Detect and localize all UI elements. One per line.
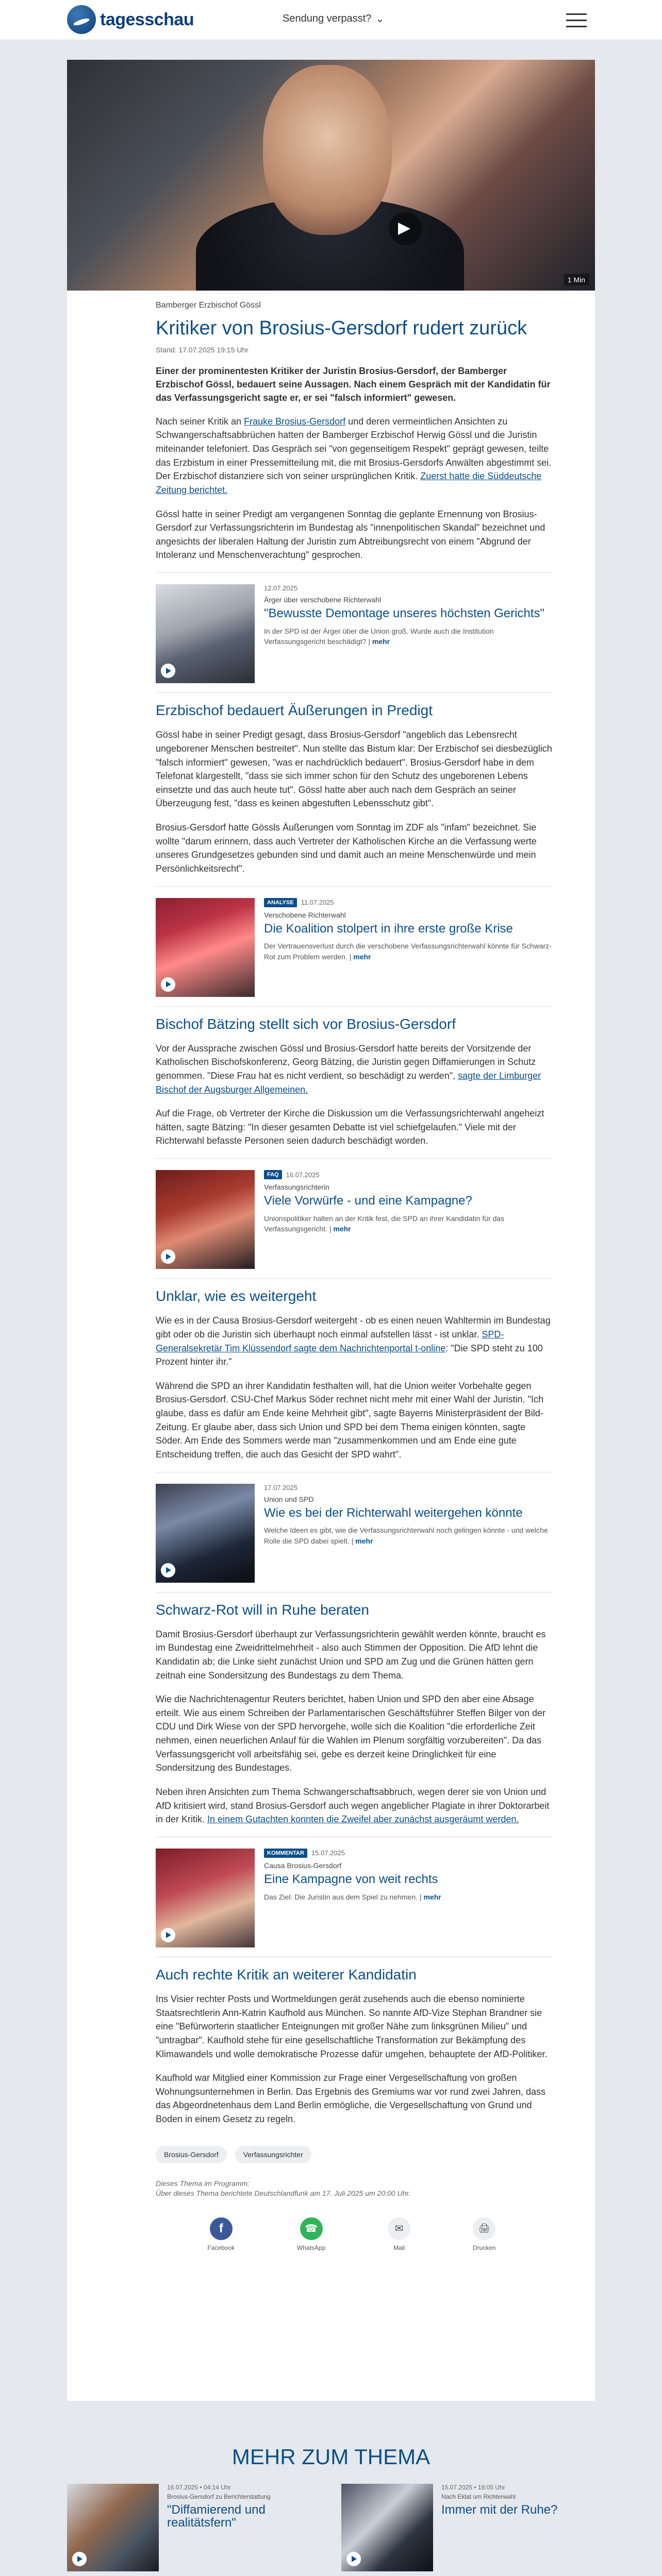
paragraph-text: Vor der Aussprache zwischen Gössl und Brosius-Gersdorf hatte bereits der Vorsitzende der Katholischen Bischofskonferenz, Georg Bätzing, die Juristin gegen Diffamierungen in Schutz genommen. "Diese Frau hat es nicht verdient, so beschädigt zu werden", — [156, 1043, 536, 1081]
related-teaser[interactable] — [156, 1472, 553, 1592]
topic-tags — [156, 2146, 553, 2163]
commentary-badge: KOMMENTAR — [264, 1849, 307, 1858]
share-label: Mail — [393, 2244, 405, 2251]
related-teaser[interactable] — [156, 1837, 553, 1957]
teaser-copy-text: Welche Ideen es gibt, wie die Verfassungsrichterwahl noch gelingen könnte - und welche Rolle die SPD dabei spielt. — [264, 1526, 548, 1545]
article-paragraph: Auf die Frage, ob Vertreter der Kirche die Diskussion um die Verfassungsrichterwahl angeheizt hätten, sagte Bätzing: "In dieser gesamten Debatte ist viel schiefgelaufen." Viele mit der Richterwahl befasste Personen seien dadurch beschädigt worden. — [156, 1108, 544, 1146]
teaser-text — [264, 898, 553, 997]
teaser-image — [156, 898, 255, 997]
teaser-text — [264, 1849, 553, 1947]
more-kicker: Nach Eklat um Richterwahl — [441, 2493, 516, 2500]
article-paragraph: Brosius-Gersdorf hatte Gössls Äußerungen vom Sonntag im ZDF als "infam" bezeichnet. Sie wollte "darum erinnern, dass auch Vertreter der Katholischen Kirche an die Verfassung werte unseres Grundgesetzes gebunden sind und damit auch an meine Menschenwürde und mein Persönlichkeitsrecht". — [156, 822, 537, 874]
more-card-text — [167, 2484, 321, 2571]
teaser-meta — [264, 584, 553, 592]
teaser-title[interactable]: Viele Vorwürfe - und eine Kampagne? — [264, 1194, 472, 1208]
more-section-title: MEHR ZUM THEMA — [231, 2445, 431, 2469]
teaser-kicker: Union und SPD — [264, 1495, 314, 1503]
more-link[interactable]: mehr — [423, 1892, 441, 1901]
play-icon — [161, 1563, 175, 1578]
share-label: Facebook — [207, 2244, 235, 2251]
article-lead: Einer der prominentesten Kritiker der Juristin Brosius-Gersdorf, der Bamberger Erzbischof Gössl, bedauert seine Aussagen. Nach einem Gespräch mit der Kandidatin für das Verfassungsgericht sagte er, er sei "falsch informiert" gewesen. — [156, 365, 551, 403]
section-heading: Schwarz-Rot will in Ruhe beraten — [156, 1601, 369, 1618]
menu-line-icon — [566, 20, 587, 21]
paragraph-text: und deren vermeintlichen Ansichten zu Schwangerschaftsabbrüchen hatten der Bamberger Erzbischof Herwig Gössl und die Juristin miteinander telefoniert. Das Gespräch sei "von gegenseitigem Respekt" geprägt gewesen, teilte das Erzbistum in einer Pressemitteilung mit, die mit Brosius-Gersdorfs Anwälten abgestimmt sei. Der Erzbischof distanziere sich von seiner ursprünglichen Kritik. — [156, 416, 552, 482]
article — [67, 291, 595, 2401]
play-icon — [161, 664, 175, 678]
more-link[interactable]: mehr — [355, 1536, 373, 1545]
teaser-date: 17.07.2025 — [264, 1483, 298, 1492]
teaser-title[interactable]: Die Koalition stolpert in ihre erste große Krise — [264, 921, 513, 936]
teaser-copy: In der SPD ist der Ärger über die Union groß. Wurde auch die Institution Verfassungsgericht beschädigt? | mehr — [264, 626, 494, 646]
more-card[interactable] — [67, 2484, 321, 2571]
teaser-copy-text: Das Ziel: Die Juristin aus dem Spiel zu nehmen. — [264, 1892, 418, 1901]
share-label: Drucken — [472, 2244, 496, 2251]
related-teaser[interactable] — [156, 886, 553, 1007]
menu-line-icon — [566, 13, 587, 15]
topic-tag[interactable]: Verfassungsrichter — [235, 2146, 311, 2163]
hero-person-face — [263, 65, 392, 235]
more-link[interactable]: mehr — [372, 637, 390, 646]
mail-share[interactable] — [388, 2217, 410, 2251]
paragraph-text: Neben ihren Ansichten zum Thema Schwangerschaftsabbruch, wegen derer sie von Union und AfD kritisiert wird, stand Brosius-Gersdorf auch wegen angeblicher Plagiate in ihrer Doktorarbeit in der Kritik. — [156, 1786, 550, 1825]
top-navigation — [0, 0, 662, 40]
article-paragraph: Wie die Nachrichtenagentur Reuters berichtet, haben Union und SPD den aber eine Absage erteilt. Wie aus einem Schreiben der Parlamentarischen Geschäftsführer Steffen Bilger von der CDU und Dirk Wiese von der SPD hervorgehe, wolle sich die Koalition "die erforderliche Zeit nehmen, einen neuerlichen Anlauf für die Wahlen im Plenum sorgfältig vorzubereiten". Da das Verfassungsgericht voll arbeitsfähig sei, gebe es derzeit keine Dringlichkeit für eine Sondersitzung des Bundestages. — [156, 1694, 546, 1773]
play-icon — [346, 2552, 361, 2566]
tagesschau-logo-icon — [67, 5, 96, 34]
more-title[interactable]: Immer mit der Ruhe? — [441, 2503, 558, 2517]
teaser-image — [156, 1849, 255, 1947]
teaser-image — [156, 1170, 255, 1269]
print-icon — [473, 2217, 495, 2240]
more-kicker: Brosius-Gersdorf zu Berichterstattung — [167, 2493, 271, 2500]
teaser-image — [156, 1484, 255, 1583]
teaser-kicker: Ärger über verschobene Richterwahl — [264, 596, 382, 604]
article-paragraph — [156, 415, 553, 497]
teaser-text — [264, 584, 553, 683]
menu-button[interactable] — [566, 13, 587, 28]
article-paragraph: Ins Visier rechter Posts und Wortmeldungen gerät zusehends auch die ebenso nominierte Staatsrechtlerin Ann-Katrin Kaufhold aus München. So nannte AfD-Vize Stephan Brandner sie eine "Befürworterin staatlicher Enteignungen mit großer Nähe zum linksgrünen Milieu" und "untragbar". Kaufhold stehe für eine gesellschaftliche Transformation zur Bekämpfung des Klimawandels und wolle demokratische Prozesse dafür umgehen, behauptete der AfD-Politiker. — [156, 1994, 548, 2059]
t-online-link[interactable]: SPD-Generalsekretär Tim Klüssendorf sagte dem Nachrichtenportal t-online — [156, 1329, 504, 1353]
more-card-text — [441, 2484, 557, 2571]
related-teaser[interactable] — [156, 1158, 553, 1279]
teaser-date: 16.07.2025 — [286, 1171, 320, 1179]
more-card[interactable] — [341, 2484, 595, 2571]
program-note-label: Dieses Thema im Programm: — [156, 2179, 250, 2188]
teaser-date: 15.07.2025 — [311, 1849, 345, 1857]
teaser-copy: Unionspolitiker halten an der Kritik fest, die SPD an ihrer Kandidatin für das Verfassungsgericht. | mehr — [264, 1214, 505, 1233]
teaser-title[interactable]: "Bewusste Demontage unseres höchsten Gerichts" — [264, 606, 544, 621]
teaser-title[interactable]: Eine Kampagne von weit rechts — [264, 1872, 438, 1886]
missed-broadcast-label: Sendung verpasst? — [283, 13, 372, 24]
more-grid — [67, 2484, 595, 2576]
sueddeutsche-link[interactable]: Zuerst hatte die Süddeutsche Zeitung berichtet. — [156, 471, 542, 495]
teaser-date: 11.07.2025 — [301, 899, 334, 907]
hero-video[interactable] — [67, 60, 595, 291]
brosius-gersdorf-link[interactable]: Frauke Brosius-Gersdorf — [244, 416, 346, 427]
teaser-meta — [264, 1484, 553, 1492]
section-heading: Erzbischof bedauert Äußerungen in Predigt — [156, 702, 433, 719]
article-timestamp: Stand: 17.07.2025 19:15 Uhr — [156, 345, 249, 354]
play-icon — [161, 977, 175, 992]
teaser-date: 12.07.2025 — [264, 584, 298, 592]
program-note — [156, 2179, 553, 2199]
teaser-meta — [264, 1849, 553, 1858]
teaser-text — [264, 1170, 553, 1269]
teaser-text — [264, 1484, 553, 1583]
teaser-copy: Der Vertrauensverlust durch die verschobene Verfassungsrichterwahl könnte für Schwarz-Rot zum Problem werden. | mehr — [264, 942, 552, 961]
article-kicker: Bamberger Erzbischof Gössl — [156, 301, 261, 310]
share-label: WhatsApp — [296, 2244, 326, 2251]
topic-tag[interactable]: Brosius-Gersdorf — [156, 2146, 227, 2163]
teaser-copy: Das Ziel: Die Juristin aus dem Spiel zu nehmen. | mehr — [264, 1892, 441, 1901]
more-link[interactable]: mehr — [353, 952, 371, 961]
augsburger-allgemeine-link[interactable]: sagte der Limburger Bischof der Augsburger Allgemeinen. — [156, 1070, 541, 1095]
chevron-down-icon: ⌄ — [375, 13, 385, 25]
play-icon — [161, 1249, 175, 1264]
article-paragraph: Gössl habe in seiner Predigt gesagt, dass Brosius-Gersdorf "angeblich das Lebensrecht ungeborener Menschen bestreitet". Nun stellte das Bistum klar: Der Erzbischof sei diesbezüglich "falsch informiert" gewesen, "was er nachdrücklich bedauert". Brosius-Gersdorf habe in dem Telefonat klargestellt, "dass sie sich immer schon für den Schutz des ungeborenen Lebens einsetzte und das auch heute tut". Gössl hatte aber auch nach dem Gespräch an seiner Überzeugung fest, "dass es keinen abgestuften Lebensschutz gibt". — [156, 730, 552, 809]
article-paragraph: Kaufhold war Mitglied einer Kommission zur Frage einer Vergesellschaftung von großen Wohnungsunternehmen in Berlin. Das Ergebnis des Gremiums war vor rund zwei Jahren, dass das Abgeordnetenhaus dem Land Berlin ermögliche, die Vergesellschaftung von Grund und Boden in einem Gesetz zu regeln. — [156, 2073, 546, 2125]
article-paragraph: Damit Brosius-Gersdorf überhaupt zur Verfassungsrichterin gewählt werden könnte, braucht es im Bundestag eine Zweidrittelmehrheit - also auch Stimmen der Opposition. Die AfD lehnt die Kandidatin ab; die Linke sieht zunächst Union und SPD am Zug und die Grünen hätten gern zeitnah eine Sondersitzung des Bundestags zu dem Thema. — [156, 1629, 546, 1681]
article-paragraph — [156, 1314, 553, 1369]
more-thumbnail — [67, 2484, 159, 2571]
teaser-meta — [264, 1170, 553, 1179]
facebook-share[interactable] — [207, 2217, 235, 2251]
missed-broadcast-link[interactable] — [283, 12, 384, 25]
teaser-copy: Welche Ideen es gibt, wie die Verfassungsrichterwahl noch gelingen könnte - und welche Rolle die SPD dabei spielt. | mehr — [264, 1526, 548, 1545]
teaser-image — [156, 584, 255, 683]
more-on-topic — [67, 2445, 595, 2576]
play-icon — [161, 1928, 175, 1942]
whatsapp-icon — [300, 2217, 323, 2240]
teaser-kicker: Verschobene Richterwahl — [264, 910, 346, 919]
article-paragraph — [156, 1042, 553, 1097]
article-title: Kritiker von Brosius-Gersdorf rudert zurück — [156, 317, 527, 339]
more-date: 15.07.2025 • 18:05 Uhr — [441, 2484, 505, 2491]
section-heading: Bischof Bätzing stellt sich vor Brosius-Gersdorf — [156, 1015, 456, 1032]
whatsapp-share[interactable] — [297, 2217, 325, 2251]
article-paragraph: Während die SPD an ihrer Kandidatin festhalten will, hat die Union weiter Vorbehalte gegen Brosius-Gersdorf. CSU-Chef Markus Söder rechnet nicht mehr mit einer Wahl der Juristin. "Ich glaube, dass es dafür am Ende keine Mehrheit gibt", sagte Bayerns Ministerpräsident der Bild-Zeitung. Er glaube aber, dass sich Union und SPD bei dem Thema einigen könnten, sagte Söder. Am Ende des Sommers werde man "zusammenkommen und am Ende eine gute Entscheidung treffen, die auch das Gesicht der SPD wahrt". — [156, 1380, 543, 1460]
menu-line-icon — [566, 26, 587, 27]
play-icon — [72, 2552, 87, 2566]
mail-icon — [388, 2217, 410, 2240]
article-paragraph: Gössl hatte in seiner Predigt am vergangenen Sonntag die geplante Ernennung von Brosius-Gersdorf zur Verfassungsrichterin im Bundestag als "innenpolitischen Skandal" bezeichnet und angesichts der liberalen Haltung der Juristin zum Abtreibungsrecht von einem "Abgrund der Intoleranz und Menschenverachtung" gesprochen. — [156, 509, 545, 561]
facebook-icon — [210, 2217, 233, 2240]
teaser-kicker: Verfassungsrichterin — [264, 1183, 329, 1192]
more-link[interactable]: mehr — [333, 1225, 351, 1233]
paragraph-text: : "Die SPD steht zu 100 Prozent hinter ihr." — [156, 1343, 543, 1367]
article-content — [156, 301, 553, 2251]
teaser-copy-text: In der SPD ist der Ärger über die Union groß. Wurde auch die Institution Verfassungsgericht beschädigt? — [264, 626, 494, 646]
teaser-meta — [264, 898, 553, 907]
more-title[interactable]: "Diffamierend und realitätsfern" — [167, 2503, 266, 2530]
share-bar — [176, 2217, 527, 2251]
related-teaser[interactable] — [156, 572, 553, 693]
brand-name: tagesschau — [100, 9, 194, 29]
teaser-copy-text: Unionspolitiker halten an der Kritik fest, die SPD an ihrer Kandidatin für das Verfassungsgericht. — [264, 1214, 505, 1233]
more-date: 16.07.2025 • 04:14 Uhr — [167, 2484, 231, 2491]
section-heading: Unklar, wie es weitergeht — [156, 1288, 317, 1304]
paragraph-text: Nach seiner Kritik an — [156, 416, 244, 427]
paragraph-text: Wie es in der Causa Brosius-Gersdorf weitergeht - ob es einen neuen Wahltermin im Bundestag gibt oder ob die Juristin sich überhaupt noch einmal aufstellen lässt - ist unklar. — [156, 1315, 551, 1340]
more-thumbnail — [341, 2484, 433, 2571]
analysis-badge: ANALYSE — [264, 898, 297, 907]
gutachten-link[interactable]: In einem Gutachten konnten die Zweifel aber zunächst ausgeräumt werden. — [207, 1814, 519, 1825]
teaser-kicker: Causa Brosius-Gersdorf — [264, 1861, 342, 1870]
section-heading: Auch rechte Kritik an weiterer Kandidatin — [156, 1966, 417, 1982]
print-button[interactable] — [473, 2217, 496, 2251]
teaser-copy-text: Der Vertrauensverlust durch die verschobene Verfassungsrichterwahl könnte für Schwarz-Rot zum Problem werden. — [264, 942, 552, 961]
article-paragraph — [156, 1785, 553, 1826]
program-note-text: Über dieses Thema berichtete Deutschlandfunk am 17. Juli 2025 um 20:00 Uhr. — [156, 2189, 411, 2198]
faq-badge: FAQ — [264, 1170, 282, 1179]
tagesschau-logo[interactable] — [67, 5, 194, 34]
video-duration: 1 Min — [564, 274, 589, 285]
play-icon[interactable] — [389, 212, 422, 245]
teaser-title[interactable]: Wie es bei der Richterwahl weitergehen könnte — [264, 1505, 523, 1520]
